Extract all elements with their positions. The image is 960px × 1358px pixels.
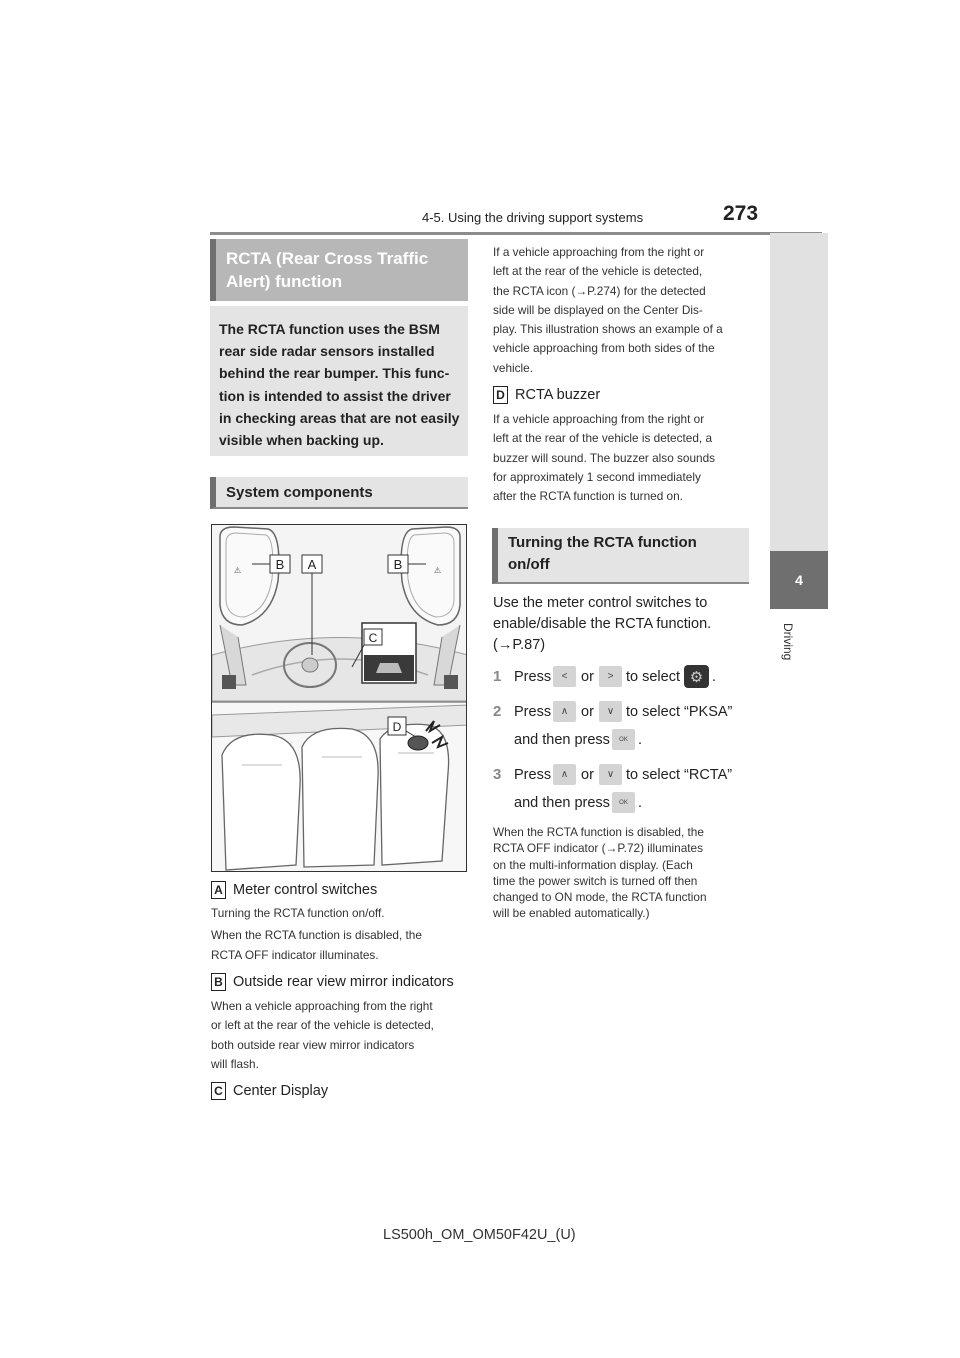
ok-key-icon: OK	[612, 792, 635, 813]
intro-line: visible when backing up.	[219, 432, 384, 449]
desc-line: If a vehicle approaching from the right or	[493, 412, 705, 426]
header-divider	[210, 232, 822, 235]
note-line: on the multi-information display. (Each	[493, 857, 693, 872]
up-arrow-key-icon: ∧	[553, 701, 576, 722]
c-description	[493, 243, 723, 378]
callout-b-right: B	[393, 557, 403, 572]
manual-code-footer: LS500h_OM_OM50F42U_(U)	[383, 1227, 576, 1243]
callout-b-left: B	[275, 557, 285, 572]
desc-line: If a vehicle approaching from the right or	[493, 245, 705, 259]
item-d-desc	[493, 410, 715, 506]
intro-line: The RCTA function uses the BSM	[219, 321, 440, 337]
note-line: will be enabled automatically.)	[493, 906, 650, 921]
rcta-section-heading	[210, 239, 468, 301]
intro-line: tion is intended to assist the driver	[219, 387, 451, 404]
note-line: changed to ON mode, the RCTA function	[493, 890, 707, 905]
callout-d: D	[392, 720, 402, 734]
badge-d: D	[493, 386, 508, 404]
step-3-or: or	[581, 767, 594, 783]
step-2-tail: to select “PKSA”	[626, 704, 733, 720]
step-1-number: 1	[493, 668, 502, 685]
badge-a: A	[211, 881, 226, 899]
desc-line: for approximately 1 second immediately	[493, 469, 701, 484]
onoff-title-line2: on/off	[508, 556, 550, 573]
header-section-title: 4-5. Using the driving support systems	[422, 210, 644, 225]
desc-line: buzzer will sound. The buzzer also sounds	[493, 450, 716, 465]
intro-line: (→P.87)	[493, 637, 546, 653]
system-components-figure	[211, 524, 467, 872]
desc-line: after the RCTA function is turned on.	[493, 489, 683, 504]
desc-line: both outside rear view mirror indicators	[211, 1037, 415, 1052]
item-a-desc	[211, 904, 422, 965]
step-2-number: 2	[493, 703, 502, 720]
step-3-and: and then press	[514, 795, 610, 811]
desc-line: When a vehicle approaching from the right	[211, 999, 433, 1013]
settings-gear-icon: ⚙	[684, 665, 709, 688]
step-1-tail: to select	[626, 669, 680, 685]
section-title-line2: Alert) function	[226, 272, 343, 291]
intro-line: behind the rear bumper. This func-	[219, 365, 450, 382]
callout-c: C	[368, 631, 378, 645]
svg-text:⚠: ⚠	[434, 566, 442, 575]
left-arrow-key-icon: <	[553, 666, 576, 687]
section-title-line1: RCTA (Rear Cross Traffic	[226, 249, 429, 268]
system-components-title: System components	[226, 484, 373, 501]
desc-line: vehicle.	[493, 360, 533, 375]
note-line: time the power switch is turned off then	[493, 873, 698, 888]
desc-line: RCTA OFF indicator illuminates.	[211, 947, 379, 962]
badge-c: C	[211, 1082, 226, 1100]
step-3-tail: to select “RCTA”	[626, 767, 733, 783]
item-b-title: Outside rear view mirror indicators	[233, 974, 454, 990]
item-d-title: RCTA buzzer	[515, 387, 601, 403]
intro-line: rear side radar sensors installed	[219, 343, 435, 360]
onoff-title-line1: Turning the RCTA function	[508, 534, 697, 551]
step-1-press: Press	[514, 669, 552, 685]
intro-text	[219, 318, 463, 451]
desc-line: vehicle approaching from both sides of the	[493, 341, 715, 356]
desc-line: Turning the RCTA function on/off.	[211, 906, 385, 920]
note-line: RCTA OFF indicator (→P.72) illuminates	[493, 841, 704, 856]
step-1-end: .	[712, 669, 717, 685]
intro-line: in checking areas that are not easily	[219, 409, 460, 426]
desc-line: the RCTA icon (→P.274) for the detected	[493, 283, 706, 298]
step-2-or: or	[581, 704, 594, 720]
item-c-title: Center Display	[233, 1083, 329, 1099]
desc-line: left at the rear of the vehicle is detected,	[493, 264, 703, 279]
car-interior-illustration	[212, 525, 467, 872]
down-arrow-key-icon: ∨	[599, 764, 622, 785]
intro-line: Use the meter control switches to	[493, 595, 708, 611]
desc-line: play. This illustration shows an example of a	[493, 322, 723, 337]
intro-line: enable/disable the RCTA function.	[493, 616, 712, 632]
ok-key-icon: OK	[612, 729, 635, 750]
callout-a: A	[307, 557, 317, 572]
chapter-number: 4	[770, 551, 828, 609]
right-arrow-key-icon: >	[599, 666, 622, 687]
step-3-number: 3	[493, 766, 502, 783]
system-components-heading	[210, 477, 468, 509]
desc-line: or left at the rear of the vehicle is detected,	[211, 1018, 434, 1033]
onoff-section-heading	[492, 528, 749, 584]
desc-line: side will be displayed on the Center Dis-	[493, 302, 703, 317]
svg-text:⚠: ⚠	[234, 566, 242, 575]
up-arrow-key-icon: ∧	[553, 764, 576, 785]
badge-b: B	[211, 973, 226, 991]
chapter-label: Driving	[781, 623, 795, 661]
desc-line: When the RCTA function is disabled, the	[211, 928, 422, 943]
step-2-press: Press	[514, 704, 552, 720]
step-3-end: .	[638, 795, 643, 811]
step-2-end: .	[638, 732, 643, 748]
step-1-or: or	[581, 669, 594, 685]
item-a-title: Meter control switches	[233, 882, 378, 898]
page-number: 273	[723, 202, 759, 225]
rcta-off-note	[493, 824, 707, 922]
note-line: When the RCTA function is disabled, the	[493, 825, 704, 839]
step-2-and: and then press	[514, 732, 610, 748]
desc-line: left at the rear of the vehicle is detected, a	[493, 431, 713, 446]
step-3-press: Press	[514, 767, 552, 783]
side-tab-background	[770, 233, 828, 551]
down-arrow-key-icon: ∨	[599, 701, 622, 722]
onoff-intro	[493, 593, 711, 656]
item-b-desc	[211, 997, 434, 1074]
desc-line: will flash.	[211, 1056, 259, 1071]
